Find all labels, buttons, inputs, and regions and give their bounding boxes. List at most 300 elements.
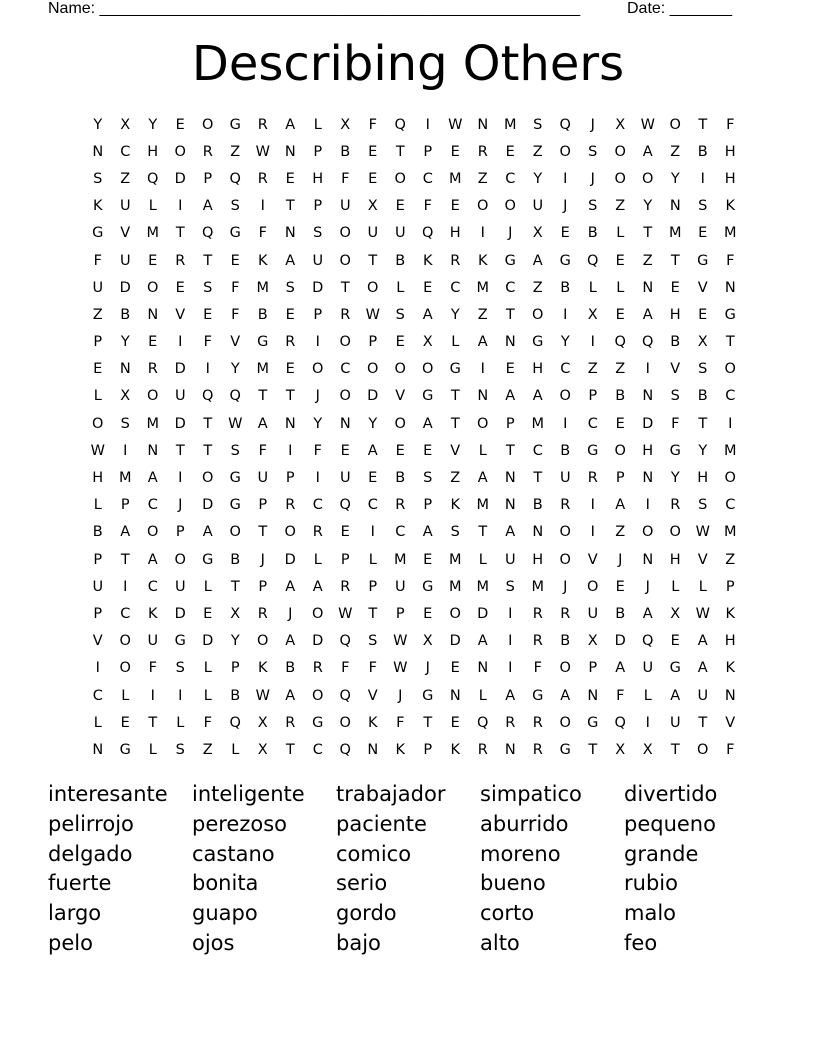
grid-letter: I — [178, 334, 183, 351]
grid-letter: N — [587, 687, 599, 704]
grid-row — [84, 464, 744, 491]
grid-letter: O — [724, 361, 736, 378]
grid-row — [84, 247, 744, 274]
grid-letter: N — [504, 334, 516, 351]
grid-letter: C — [120, 143, 131, 160]
word-bank-item: bueno — [480, 871, 546, 896]
grid-letter: F — [148, 660, 157, 677]
grid-letter: E — [230, 252, 240, 269]
grid-letter: D — [449, 633, 461, 650]
grid-letter: V — [395, 388, 406, 405]
grid-letter: J — [590, 170, 595, 187]
grid-letter: M — [503, 116, 517, 133]
grid-letter: A — [285, 252, 296, 269]
grid-letter: I — [260, 198, 265, 215]
grid-letter: N — [92, 143, 104, 160]
grid-letter: P — [340, 551, 350, 568]
grid-letter: H — [724, 170, 736, 187]
grid-letter: B — [560, 442, 571, 459]
grid-letter: A — [120, 524, 131, 541]
grid-letter: X — [230, 605, 241, 622]
grid-letter: E — [670, 279, 680, 296]
grid-letter: O — [587, 578, 599, 595]
grid-letter: R — [670, 497, 681, 514]
word-bank-item: paciente — [336, 811, 427, 836]
grid-letter: G — [229, 470, 241, 487]
grid-letter: X — [587, 633, 598, 650]
grid-letter: L — [368, 551, 377, 568]
grid-row — [84, 600, 744, 627]
grid-letter: G — [532, 334, 544, 351]
grid-letter: N — [504, 741, 516, 758]
grid-letter: U — [394, 225, 406, 242]
grid-letter: Q — [394, 116, 406, 133]
grid-letter: A — [367, 442, 378, 459]
grid-letter: X — [257, 741, 268, 758]
grid-row — [84, 138, 744, 165]
grid-letter: T — [175, 442, 185, 459]
grid-letter: I — [178, 470, 183, 487]
grid-letter: L — [671, 578, 680, 595]
grid-letter: C — [505, 279, 516, 296]
grid-letter: S — [313, 225, 323, 242]
grid-letter: Y — [450, 306, 460, 323]
grid-letter: W — [228, 415, 243, 432]
grid-letter: G — [257, 334, 269, 351]
grid-letter: F — [258, 442, 267, 459]
grid-letter: N — [284, 225, 296, 242]
grid-letter: Z — [725, 551, 736, 568]
grid-letter: X — [670, 605, 681, 622]
grid-letter: J — [618, 551, 623, 568]
grid-letter: Q — [614, 334, 626, 351]
name-field-label: Name: ______________________________________________________ — [48, 0, 581, 17]
grid-letter: V — [92, 633, 103, 650]
grid-letter: U — [339, 470, 351, 487]
grid-letter: G — [422, 388, 434, 405]
grid-letter: X — [642, 741, 653, 758]
grid-letter: O — [394, 361, 406, 378]
grid-letter: N — [724, 279, 736, 296]
grid-letter: R — [477, 741, 488, 758]
grid-letter: E — [93, 361, 103, 378]
grid-letter: Q — [339, 497, 351, 514]
grid-letter: I — [645, 361, 650, 378]
grid-letter: D — [202, 633, 214, 650]
word-bank-item: aburrido — [480, 811, 569, 836]
grid-letter: S — [533, 116, 543, 133]
grid-letter: Y — [560, 334, 570, 351]
grid-letter: A — [422, 415, 433, 432]
grid-row — [84, 274, 744, 301]
grid-letter: D — [174, 361, 186, 378]
grid-letter: L — [616, 279, 625, 296]
grid-letter: A — [615, 660, 626, 677]
grid-letter: P — [423, 143, 433, 160]
grid-letter: D — [477, 605, 489, 622]
grid-letter: O — [174, 551, 186, 568]
grid-letter: A — [532, 388, 543, 405]
grid-letter: B — [340, 143, 351, 160]
grid-letter: V — [175, 306, 186, 323]
grid-letter: H — [449, 225, 461, 242]
grid-letter: O — [312, 361, 324, 378]
grid-letter: Z — [120, 170, 131, 187]
grid-letter: R — [532, 741, 543, 758]
grid-letter: Y — [120, 334, 130, 351]
grid-letter: Y — [698, 442, 708, 459]
grid-letter: S — [505, 578, 515, 595]
grid-letter: K — [367, 714, 378, 731]
grid-letter: N — [504, 497, 516, 514]
grid-letter: D — [367, 388, 379, 405]
grid-letter: X — [615, 741, 626, 758]
grid-letter: R — [560, 497, 571, 514]
grid-letter: F — [341, 170, 350, 187]
grid-letter: S — [230, 442, 240, 459]
grid-letter: I — [508, 633, 513, 650]
grid-letter: N — [724, 687, 736, 704]
grid-letter: R — [257, 116, 268, 133]
grid-letter: O — [614, 170, 626, 187]
grid-letter: O — [229, 524, 241, 541]
grid-letter: M — [256, 361, 269, 378]
grid-letter: W — [255, 143, 270, 160]
grid-letter: Q — [339, 633, 351, 650]
grid-letter: L — [451, 334, 460, 351]
grid-letter: O — [312, 687, 324, 704]
grid-row — [84, 736, 744, 763]
grid-letter: G — [422, 578, 434, 595]
grid-letter: V — [230, 334, 241, 351]
grid-letter: P — [93, 334, 103, 351]
grid-letter: Q — [587, 252, 599, 269]
grid-letter: K — [725, 198, 735, 215]
grid-letter: C — [92, 687, 103, 704]
grid-letter: O — [119, 633, 131, 650]
grid-letter: C — [450, 279, 461, 296]
grid-letter: O — [174, 143, 186, 160]
grid-letter: T — [670, 741, 680, 758]
grid-letter: Q — [202, 225, 214, 242]
grid-letter: W — [255, 687, 270, 704]
word-bank-item: delgado — [48, 841, 133, 866]
grid-letter: A — [147, 551, 158, 568]
grid-letter: J — [398, 687, 403, 704]
grid-letter: O — [477, 198, 489, 215]
grid-letter: O — [339, 334, 351, 351]
grid-letter: H — [92, 470, 104, 487]
grid-letter: N — [449, 687, 461, 704]
grid-letter: A — [285, 578, 296, 595]
grid-letter: P — [368, 334, 378, 351]
grid-letter: P — [258, 497, 268, 514]
grid-letter: A — [477, 633, 488, 650]
grid-letter: G — [229, 225, 241, 242]
grid-letter: N — [92, 741, 104, 758]
grid-letter: Y — [670, 170, 680, 187]
grid-letter: V — [670, 361, 681, 378]
grid-letter: N — [669, 198, 681, 215]
grid-letter: D — [614, 633, 626, 650]
grid-letter: N — [367, 741, 379, 758]
grid-letter: O — [669, 116, 681, 133]
grid-letter: R — [340, 578, 351, 595]
grid-letter: I — [123, 442, 128, 459]
grid-letter: A — [312, 578, 323, 595]
grid-letter: G — [669, 442, 681, 459]
grid-row — [84, 519, 744, 546]
grid-letter: G — [174, 633, 186, 650]
grid-letter: G — [312, 714, 324, 731]
grid-letter: F — [93, 252, 102, 269]
grid-letter: O — [559, 660, 571, 677]
grid-letter: K — [450, 741, 460, 758]
grid-letter: U — [257, 470, 269, 487]
grid-letter: U — [669, 714, 681, 731]
grid-letter: O — [724, 470, 736, 487]
grid-letter: S — [395, 306, 405, 323]
grid-letter: B — [395, 470, 406, 487]
grid-letter: I — [370, 524, 375, 541]
grid-letter: L — [176, 714, 185, 731]
word-bank-item: perezoso — [192, 811, 288, 836]
word-bank-item: moreno — [480, 841, 561, 866]
grid-letter: L — [231, 741, 240, 758]
grid-row — [84, 437, 744, 464]
grid-row — [84, 410, 744, 437]
grid-letter: I — [645, 497, 650, 514]
grid-letter: Q — [559, 116, 571, 133]
grid-letter: D — [642, 415, 654, 432]
grid-letter: L — [478, 551, 487, 568]
grid-letter: C — [340, 361, 351, 378]
grid-letter: L — [643, 687, 652, 704]
grid-letter: E — [285, 170, 295, 187]
grid-letter: D — [174, 605, 186, 622]
grid-letter: I — [315, 334, 320, 351]
grid-letter: J — [563, 578, 568, 595]
grid-letter: E — [395, 198, 405, 215]
grid-letter: T — [698, 415, 708, 432]
grid-letter: N — [642, 279, 654, 296]
grid-letter: I — [645, 714, 650, 731]
grid-letter: J — [563, 198, 568, 215]
grid-letter: X — [422, 334, 433, 351]
grid-letter: P — [423, 497, 433, 514]
grid-letter: T — [230, 578, 240, 595]
grid-letter: R — [147, 361, 158, 378]
grid-letter: B — [560, 279, 571, 296]
grid-letter: N — [504, 470, 516, 487]
grid-letter: Q — [147, 170, 159, 187]
grid-letter: R — [587, 470, 598, 487]
grid-letter: I — [123, 578, 128, 595]
grid-letter: Z — [230, 143, 241, 160]
grid-letter: E — [368, 143, 378, 160]
grid-letter: T — [698, 116, 708, 133]
grid-letter: Q — [642, 633, 654, 650]
grid-letter: Y — [643, 198, 653, 215]
grid-letter: F — [368, 660, 377, 677]
grid-letter: Z — [202, 741, 213, 758]
grid-letter: E — [340, 442, 350, 459]
grid-letter: Y — [533, 170, 543, 187]
grid-letter: T — [203, 252, 213, 269]
grid-letter: U — [92, 578, 104, 595]
grid-letter: U — [394, 578, 406, 595]
grid-letter: Y — [368, 415, 378, 432]
grid-letter: A — [670, 687, 681, 704]
grid-letter: O — [312, 605, 324, 622]
grid-letter: E — [615, 578, 625, 595]
grid-letter: C — [120, 605, 131, 622]
grid-letter: Z — [92, 306, 103, 323]
grid-letter: H — [724, 633, 736, 650]
grid-letter: L — [588, 279, 597, 296]
grid-letter: K — [725, 660, 735, 677]
grid-letter: V — [367, 687, 378, 704]
grid-letter: A — [642, 605, 653, 622]
grid-letter: P — [120, 497, 130, 514]
grid-row — [84, 655, 744, 682]
grid-letter: Z — [615, 198, 626, 215]
grid-letter: V — [587, 551, 598, 568]
word-bank-item: rubio — [624, 871, 678, 896]
grid-letter: T — [368, 605, 378, 622]
grid-letter: G — [559, 252, 571, 269]
grid-letter: N — [284, 415, 296, 432]
grid-letter: J — [590, 116, 595, 133]
grid-letter: T — [395, 143, 405, 160]
grid-letter: K — [147, 605, 158, 622]
grid-letter: Q — [422, 225, 434, 242]
grid-letter: A — [697, 660, 708, 677]
grid-letter: B — [285, 660, 296, 677]
grid-letter: H — [532, 551, 544, 568]
grid-letter: P — [313, 198, 323, 215]
word-bank-item: grande — [624, 841, 699, 866]
grid-letter: Z — [642, 252, 653, 269]
grid-letter: T — [368, 252, 378, 269]
grid-letter: P — [725, 578, 735, 595]
grid-letter: R — [285, 714, 296, 731]
grid-letter: O — [559, 388, 571, 405]
grid-letter: R — [312, 524, 323, 541]
grid-letter: X — [587, 306, 598, 323]
grid-letter: M — [723, 225, 737, 242]
grid-letter: P — [505, 415, 515, 432]
grid-letter: O — [559, 524, 571, 541]
grid-row — [84, 573, 744, 600]
grid-letter: S — [588, 198, 598, 215]
grid-letter: L — [121, 687, 130, 704]
grid-letter: M — [723, 524, 737, 541]
grid-letter: F — [258, 225, 267, 242]
grid-letter: E — [368, 170, 378, 187]
grid-letter: E — [698, 225, 708, 242]
grid-letter: B — [560, 633, 571, 650]
grid-letter: S — [450, 524, 460, 541]
grid-letter: J — [315, 388, 320, 405]
grid-letter: I — [150, 687, 155, 704]
grid-letter: P — [588, 388, 598, 405]
grid-letter: O — [202, 470, 214, 487]
grid-letter: O — [697, 741, 709, 758]
grid-letter: O — [92, 415, 104, 432]
grid-letter: S — [285, 279, 295, 296]
grid-letter: Z — [532, 279, 543, 296]
grid-letter: N — [284, 143, 296, 160]
grid-letter: O — [284, 524, 296, 541]
grid-letter: P — [368, 578, 378, 595]
grid-letter: F — [396, 714, 405, 731]
grid-letter: N — [477, 116, 489, 133]
grid-letter: A — [285, 633, 296, 650]
grid-letter: E — [450, 198, 460, 215]
grid-letter: E — [203, 605, 213, 622]
word-bank-item: largo — [48, 901, 102, 926]
grid-letter: K — [450, 497, 460, 514]
grid-letter: J — [288, 605, 293, 622]
grid-letter: M — [448, 170, 462, 187]
grid-letter: W — [640, 116, 655, 133]
grid-letter: G — [449, 361, 461, 378]
grid-letter: S — [698, 198, 708, 215]
grid-letter: R — [505, 714, 516, 731]
word-bank-item: pequeno — [624, 811, 716, 836]
grid-letter: E — [423, 551, 433, 568]
grid-letter: C — [147, 578, 158, 595]
grid-letter: Z — [615, 524, 626, 541]
grid-letter: Y — [93, 116, 103, 133]
grid-letter: G — [229, 497, 241, 514]
grid-letter: A — [147, 470, 158, 487]
grid-letter: M — [118, 470, 132, 487]
grid-letter: O — [422, 361, 434, 378]
grid-letter: I — [480, 361, 485, 378]
grid-letter: M — [668, 225, 682, 242]
grid-letter: U — [642, 660, 654, 677]
word-bank-item: malo — [624, 901, 677, 926]
grid-letter: O — [477, 415, 489, 432]
grid-letter: I — [590, 334, 595, 351]
grid-letter: T — [285, 198, 295, 215]
grid-row — [84, 301, 744, 328]
grid-letter: T — [643, 225, 653, 242]
grid-letter: E — [670, 633, 680, 650]
grid-letter: R — [202, 143, 213, 160]
grid-letter: B — [120, 306, 131, 323]
grid-letter: P — [313, 143, 323, 160]
word-bank-item: trabajador — [336, 782, 446, 806]
grid-letter: Q — [229, 170, 241, 187]
grid-letter: T — [725, 334, 735, 351]
grid-letter: R — [285, 334, 296, 351]
grid-letter: E — [698, 306, 708, 323]
grid-letter: A — [285, 687, 296, 704]
grid-letter: I — [563, 306, 568, 323]
grid-letter: O — [339, 252, 351, 269]
grid-letter: L — [93, 497, 102, 514]
grid-letter: X — [257, 714, 268, 731]
grid-letter: S — [670, 388, 680, 405]
grid-letter: H — [532, 361, 544, 378]
grid-letter: O — [394, 415, 406, 432]
grid-letter: L — [93, 714, 102, 731]
grid-letter: G — [229, 116, 241, 133]
grid-letter: V — [697, 551, 708, 568]
